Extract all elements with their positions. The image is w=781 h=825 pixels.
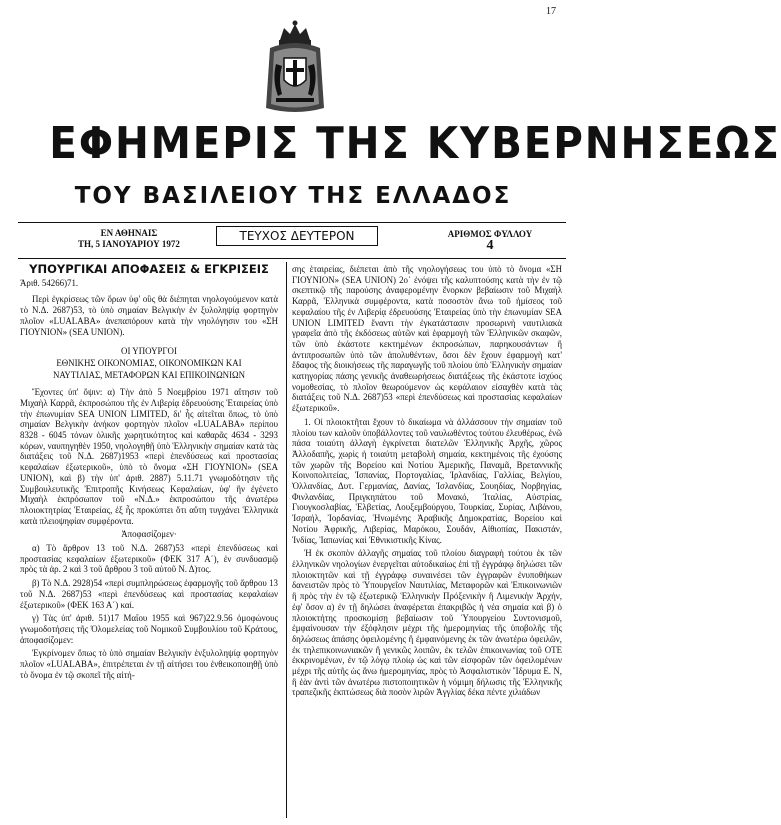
decision-reference: Άριθ. 54266)71. bbox=[20, 277, 79, 288]
authority-line: ΕΘΝΙΚΗΣ ΟΙΚΟΝΟΜΙΑΣ, ΟΙΚΟΝΟΜΙΚΩΝ ΚΑΙ bbox=[56, 358, 242, 369]
authority-line: ΝΑΥΤΙΛΙΑΣ, ΜΕΤΑΦΟΡΩΝ ΚΑΙ ΕΠΙΚΟΙΝΩΝΙΩΝ bbox=[52, 370, 246, 381]
masthead-title: ΕΦΗΜΕΡΙΣ ΤΗΣ ΚΥΒΕΡΝΗΣΕΩΣ bbox=[49, 118, 781, 169]
page-number: 17 bbox=[546, 6, 556, 17]
legal-item: β) Τὸ Ν.Δ. 2928)54 «περὶ συμπληρώσεως ἐφαρμογῆς τοῦ ἄρθρου 13 τοῦ Ν.Δ. 2687)53 «περὶ ἐπενδύσεως καὶ προστασίας κεφαλαίων ἐξωτερικοῦ» (ΦΕΚ 163 Α΄) καί. bbox=[20, 578, 278, 610]
sheet-number: 4 bbox=[486, 238, 494, 253]
flag-change-paragraph: 1. Οἱ πλοιοκτῆται ἔχουν τὸ δικαίωμα νὰ ἀλλάσσουν τὴν σημαίαν τοῦ πλοίου των καλοῦν ὑποβάλλοντες τοῦ ναυλωθέντος τούτου ἐλευθέρως, ἐνῶ πάσα τοιαύτη ἀλλαγὴ ἐγκρίνεται διατελῶν Ἑλληνικῆς Ἀρχῆς, χῶρος Ἀλλοδαπῆς, χωρὶς ἡ τοιαύτη μεταβολὴ σημαία, κεκτημένοις τῆς ἐχούσης τῶν χωρῶν τῆς Βορείου καὶ Νοτίου Ἀμερικῆς, Παναμᾶ, Βρεταννικῆς Κοινοπολιτείας, Ἰσπανίας, Πορτογαλίας, Ἰρλανδίας, Γαλλίας, Βελγίου, Ὁλλανδίας, Δυτ. Γερμανίας, Δανίας, Ἰσλανδίας, Σουηδίας, Νορβηγίας, Φινλανδίας, Πριγκηπάτου τοῦ Μονακό, Ἰταλίας, Αὐστρίας, Γιουγκοσλαβίας, Ἑλβετίας, Λουξεμβούργου, Τουρκίας, Συρίας, Λιβάνου, Ἰσραήλ, Ἰορδανίας, Ἡνωμένης Ἀραβικῆς Δημοκρατίας, Βορείου καὶ Νοτίου Ἀφρικῆς, Λιβερίας, Μαρόκου, Σουδάν, Αἰθιοπίας, Πακιστάν, Ἰνδίας, Ἰαπωνίας καὶ Ἐθνικιστικῆς Κίνας. bbox=[292, 416, 562, 545]
legal-item: Ἐγκρίνομεν ὅπως τὸ ὑπὸ σημαίαν Βελγικὴν ἐνξυλοληψίᾳ φορτηγὸν πλοῖον «LUALABA», ἐπιτρέπεται ἐν τῇ αἰτήσει του ἐνθεικοποιηθῇ ὑπὸ τὸ ὄνομα ἐν τῷ σκοπεῖ τῆς αἰτή- bbox=[20, 648, 278, 680]
header-bottom-rule bbox=[18, 258, 566, 259]
deregistration-paragraph: Ἡ ἐκ σκοπὸν ἀλλαγῆς σημαίας τοῦ πλοίου διαγραφὴ τούτου ἐκ τῶν ἑλληνικῶν νηολογίων ἐνεργεῖται αὐτοδικαίως ἐπὶ τῇ ἐγγράφῳ δηλώσει τῶν πλοιοκτητῶν καὶ τῇ ἐγγράφῳ συναινέσει τῶν ἐγγραφῶν ἐνυποθήκων δανειστῶν πρὸς τὸ Ὑπουργεῖον Ναυτιλίας, Μεταφορῶν καὶ Ἐπικοινωνιῶν ἢ πρὸς τὴν ἐν τῷ ἐξωτερικῷ Ἑλληνικὴν Πρόξενικὴν ἢ Λιμενικὴν Ἀρχήν, ἐφ' ὅσον α) ἐν τῇ δηλώσει ἀναφέρεται ἐπακριβῶς ἡ νέα σημαία καὶ β) ὁ πλοιοκτήτης προσκομίσῃ βεβαίωσιν τοῦ Ὑπουργείου Συντονισμοῦ, ἐμφαίνουσαν τὴν ἐξόφλησιν μέχρι τῆς ἡμερομηνίας τῆς ὑποβολῆς τῆς δηλώσεως ἀπάσης ὀφειλομένης ἢ ἐμφαινόμενης ἐκ τῶν ἀνωτέρω ὀφειλῶν, ἐκ τηλεπικοινωνιακῶν ἢ γενικῶς λοιπῶν, ἐκ τελῶν ἐπικοινωνίας τοῦ ΟΤΕ ἐκκρινομένων, ἐν τῷ λόγῳ πλοίῳ ὡς καὶ τῶν εἰσφορῶν τῶν ὀφειλομένων μέχρι τῆς αὐτῆς ὡς ἄνω ἡμερομηνίας, πρὸς τὸ Ἀσφαλιστικὸν Ἵδρυμα Ε. Ν, ἢ ἐὰν ἀντὶ τῶν ἀνωτέρω πιστοποιητικῶν ἡ νόμιμη δήλωσις τῆς Ἑλληνικῆς τραπεζικῆς ἐκπτώσεως διὰ ποσὸν λιρῶν Ἀγγλίας δέκα πέντε χιλιάδων bbox=[292, 548, 562, 698]
sheet-number-box bbox=[430, 228, 550, 252]
masthead-subtitle: ΤΟΥ ΒΑΣΙΛΕΙΟΥ ΤΗΣ ΕΛΛΑΔΟΣ bbox=[74, 183, 512, 209]
issue-volume: ΤΕΥΧΟΣ ΔΕΥΤΕΡΟΝ bbox=[216, 226, 378, 246]
column-divider bbox=[286, 262, 287, 818]
authority-line: ΟΙ ΥΠΟΥΡΓΟΙ bbox=[121, 346, 177, 357]
decide-heading: Ἀποφασίζομεν· bbox=[121, 529, 177, 540]
sheet-label: ΑΡΙΘΜΟΣ ΦΥΛΛΟΥ bbox=[447, 229, 533, 239]
section-heading: ΥΠΟΥΡΓΙΚΑΙ ΑΠΟΦΑΣΕΙΣ & ΕΓΚΡΙΣΕΙΣ bbox=[29, 262, 269, 276]
decision-intro: Περὶ ἐγκρίσεως τῶν ὅρων ὑφ' οὓς θὰ διέπηται νηολογούμενον κατὰ τὸ Ν.Δ. 2687)53, τὸ ὑπὸ σημαίαν Βελγικὴν ἐν ξυλοληψίᾳ φορτηγὸν πλοῖον «LUALABA» ἀνεπαπόρουν κατὰ τὴν νηολόγησιν του «ΣΗ ΓΙΟΥΝΙΟΝ» (SEA UNION). bbox=[20, 294, 278, 337]
right-column bbox=[292, 264, 562, 701]
issue-place: ΕΝ ΑΘΗΝΑΙΣ bbox=[100, 228, 158, 238]
issue-header bbox=[18, 222, 566, 256]
royal-coat-of-arms-icon bbox=[262, 20, 328, 116]
continuation-paragraph: σης ἑταιρείας, διέπεται ἀπὸ τῆς νηολογήσεως του ὑπὸ τὸ ὄνομα «ΣΗ ΓΙΟΥΝΙΟΝ» (SEA UNION) 2ο΄ ἐνόψει τῆς καλυπτούσης κατὰ τὴν ἐν τῷ σκεπτικῷ τῆς παρούσης ἀναφερομένην ἔνορκον βεβαίωσιν τοῦ Μιχαὴλ Καρρᾶ, Ἑλληνικὰ συμφέροντα, κατὰ ποσοστὸν ἄνω τοῦ ἡμίσεος τοῦ κεφαλαίου τῆς ἐν Λιβερίᾳ ἐδρευούσης Ἑταιρείας ὑπὸ τὴν ἐπωνυμίαν SEA UNION LIMITED ἔναντι τὴν ἐγκατάστασιν προσωρινὴ ναυτιλιακὰ γραφεῖα ἀπὸ τῆς ἐκδόσεως αὐτῶν καὶ ἐφαρμογὴ τῶν Ἑλληνικῶν σκαφῶν, τῶν ὑπὸ ἐκάστοτε κεκτημένων ἐκπροσώπων, παρηκουσάντων ἢ ἀντιπροσωπῶν ὑπὸ τῶν ἀπολυθέντων, ὅσοι δὲν ἔχουν ἐφαρμογὴ κατ' ἔδαφος τῆς διοικήσεως τῆς παραγωγῆς τοῦ πλοίου ὑπὸ Ἑλληνικὴν σημαίαν κατηγορίας πάσης γενικῆς ἀναθεωρήσεως διατάξεως τῆς ἐκάστοτε ἰσχύος νομοθεσίας, τὸ πλοῖον θεωρούμενον ὡς κεφάλαιον εἰσαχθὲν κατὰ τὰς διατάξεις τοῦ Ν.Δ. 2687)53 «περὶ ἐπενδύσεως καὶ προστασίας κεφαλαίων ἐξωτερικοῦ». bbox=[292, 264, 562, 414]
preamble-paragraph: Ἔχοντες ὑπ' ὄψιν: α) Τὴν ἀπὸ 5 Νοεμβρίου 1971 αἴτησιν τοῦ Μιχαὴλ Καρρᾶ, ἐκπροσώπου τῆς ἐν Λιβερίᾳ ἐδρευούσης Ἑταιρείας ὑπὸ τὴν ἐπωνυμίαν SEA UNION LIMITED, δι' ἧς αἰτεῖται ὅπως, τὸ ὑπὸ σημαίαν Βελγικὴν ἀνήκον φορτηγὸν πλοῖον «LUALABA» περίπου 8328 - 6045 τόνων ὁλικῆς χωρητικότητος καὶ καθαρᾶς 4634 - 3293 κόρων, ναυπηγηθὲν 1950, νηολογηθῇ ὑπὸ Ἑλληνικὴν σημαίαν κατὰ τὰς διατάξεις τοῦ Ν.Δ. 2687)1953 «περὶ ἐπενδύσεως καὶ προστασίας κεφαλαίων ἐξωτερικοῦ», ὑπὸ τὸ ὄνομα «ΣΗ ΓΙΟΥΝΙΟΝ» (SEA UNION), καὶ β) τὴν ὑπ' ἀριθ. 2887) 5.11.71 γνωμοδότησιν τῆς Συμβουλευτικῆς Ἐπιτροπῆς Κινήσεως Κεφαλαίων, ὑφ' ἣν ἐγένετο Μιχαὴλ ἐκπρόσωπον τοῦ «Ν.Δ.» ἐκπροσώπου τῆς ἀνωτέρω πλοιοκτητρίας Ἑταιρείας, ἐξ ἧς προκύπτει ὅτι αὕτη τυγχάνει Ἑλληνικὰ κατὰ πλειοψηφίαν συμφέροντα. bbox=[20, 387, 278, 526]
issue-place-date bbox=[78, 228, 180, 250]
legal-item: α) Τὸ ἄρθρον 13 τοῦ Ν.Δ. 2687)53 «περὶ ἐπενδύσεως καὶ προστασίας κεφαλαίων ἐξωτερικοῦ» (ΦΕΚ 317 Α΄), ἐν συνδυασμῷ πρὸς τὰ ἀρ. 2 καὶ 3 τοῦ ἄρθρου 3 τοῦ αὐτοῦ Ν. Δ)τος. bbox=[20, 543, 278, 575]
issue-date: ΤΗ, 5 ΙΑΝΟΥΑΡΙΟΥ 1972 bbox=[78, 239, 180, 249]
left-column bbox=[20, 264, 278, 684]
legal-item: γ) Τὰς ὑπ' ἀριθ. 51)17 Μαΐου 1955 καὶ 967)22.9.56 ὁμοφώνους γνωμοδοτήσεις τῆς Ὁλομελείας τοῦ Νομικοῦ Συμβουλίου τοῦ Κράτους, ἀποφασίζομεν: bbox=[20, 613, 278, 645]
authority-heading bbox=[20, 345, 278, 381]
